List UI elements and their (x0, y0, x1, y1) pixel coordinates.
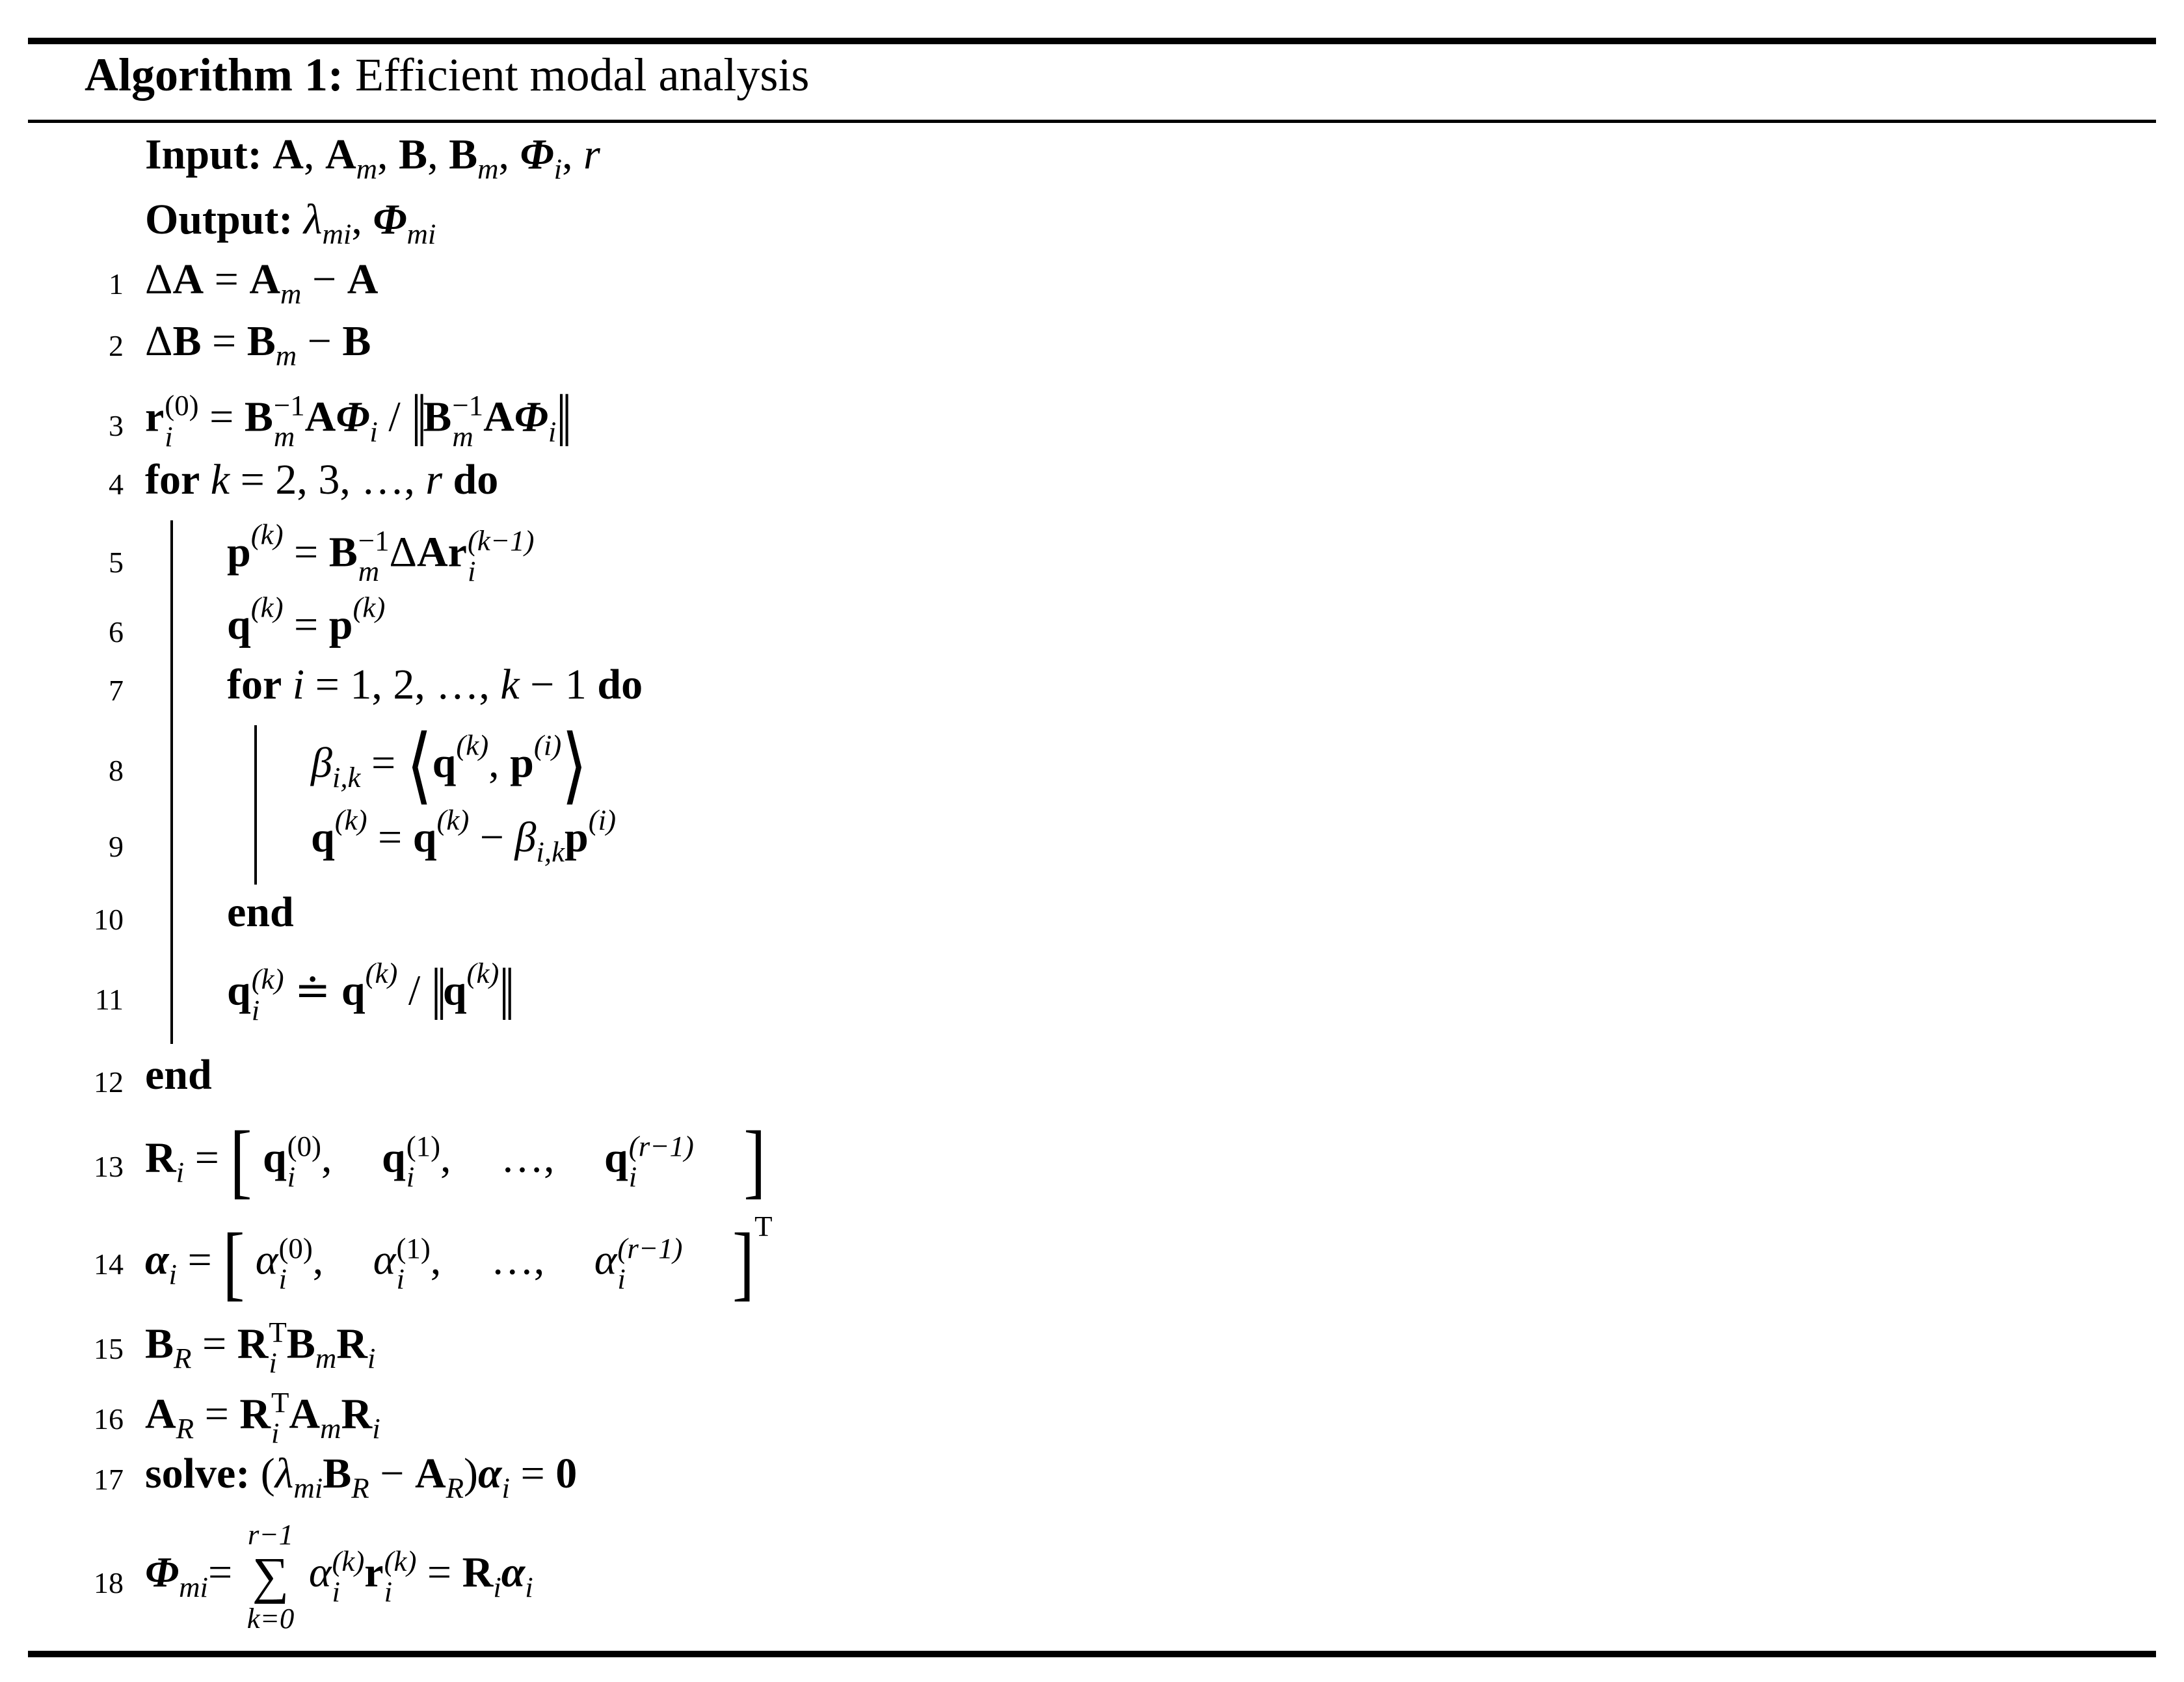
line-number: 17 (94, 1463, 124, 1496)
algorithm-line: 1 $\Delta A = A_m - A$ (0, 255, 2184, 320)
algorithm-line: 18 $\Phi_{mi}=$ r−1 ∑ k=0 α (k) i r (k) i = $R_i\alpha_i$ (0, 1519, 2184, 1642)
algorithm-label: Algorithm 1: (85, 49, 343, 101)
line-number: 15 (94, 1332, 124, 1365)
algorithm-line: 6 $q^{(k)} = p^{(k)}$ (0, 600, 2184, 665)
algorithm-line: 3 r (0) i = B −1 m $A\Phi_i$ / ‖B −1 m $A\Phi_i‖$ (0, 389, 2184, 454)
algorithm-line: 12 end (0, 1050, 2184, 1115)
algorithm-line: 4 for k = 2, 3, …, r do (0, 455, 2184, 520)
line-number: 14 (94, 1248, 124, 1281)
line-number: 9 (109, 830, 124, 863)
line-number: 6 (109, 615, 124, 648)
bottom-rule (28, 1651, 2156, 1657)
norm-bar: ‖ (499, 953, 511, 1037)
line-number: 5 (109, 546, 124, 579)
top-rule (28, 38, 2156, 44)
norm-bar: ‖ (431, 953, 443, 1037)
algorithm-line: 14 $\alpha_i$ = [ α (0) i , α (1) i , …, α (r−1) i ]$^T$ (0, 1226, 2184, 1291)
algorithm-line: 9 $q^{(k)} = q^{(k)} - \beta_{i,k}p^{(i)}$ (0, 813, 2184, 878)
algorithm-line: 15 $B_R = R$ T i $B_mR_i$ (0, 1317, 2184, 1382)
algorithm-line: 10 end (0, 888, 2184, 953)
line-number: 13 (94, 1150, 124, 1183)
algorithm-line: 13 $R_i$ = [ q (0) i , q (1) i , …, q (r−1) i ] (0, 1128, 2184, 1194)
line-number: 11 (94, 983, 124, 1016)
input-label: Input: (145, 131, 262, 178)
algorithm-line: 16 $A_R = R$ T i $A_mR_i$ (0, 1387, 2184, 1452)
line-number: 12 (94, 1065, 124, 1099)
norm-bar: ‖ (411, 379, 423, 463)
line-number: 10 (94, 903, 124, 936)
line-number: 4 (109, 468, 124, 501)
line-number: 3 (109, 409, 124, 442)
line-number: 18 (94, 1566, 124, 1599)
input-line: Input: A, $A_m$, B, $B_m$, $\Phi_i$, r (145, 131, 600, 185)
norm-bar: ‖ (556, 379, 568, 463)
output-label: Output: (145, 196, 293, 243)
algorithm-line: 7 for i = 1, 2, …, k − 1 do (0, 660, 2184, 725)
algorithm-title: Efficient modal analysis (354, 49, 810, 101)
line-number: 7 (109, 674, 124, 707)
title-rule (28, 120, 2156, 123)
line-number: 16 (94, 1402, 124, 1435)
line-number: 8 (109, 754, 124, 787)
algorithm-line: 17 solve: $(\lambda_{mi}B_R - A_R)\alpha_i = 0$ (0, 1449, 2184, 1514)
summation: r−1 ∑ k=0 (246, 1518, 295, 1635)
output-line: Output: $\lambda_{mi}$, $\Phi_{mi}$ (145, 196, 436, 250)
algorithm-line: 2 $\Delta B = B_m - B$ (0, 317, 2184, 382)
algorithm-caption (85, 46, 809, 104)
algorithm-line: 8 $\beta_{i,k}$ = $⟨q^{(k)}$, $p^{(i)}⟩$ (0, 734, 2184, 799)
line-number: 1 (109, 267, 124, 300)
algorithm-line: 11 q (k) i ≐ $q^{(k)}$ / $‖q^{(k)}‖$ (0, 963, 2184, 1028)
line-number: 2 (109, 329, 124, 362)
algorithm-line: 5 $p^{(k)} = B$ −1 m ΔAr (k−1) i (0, 526, 2184, 591)
